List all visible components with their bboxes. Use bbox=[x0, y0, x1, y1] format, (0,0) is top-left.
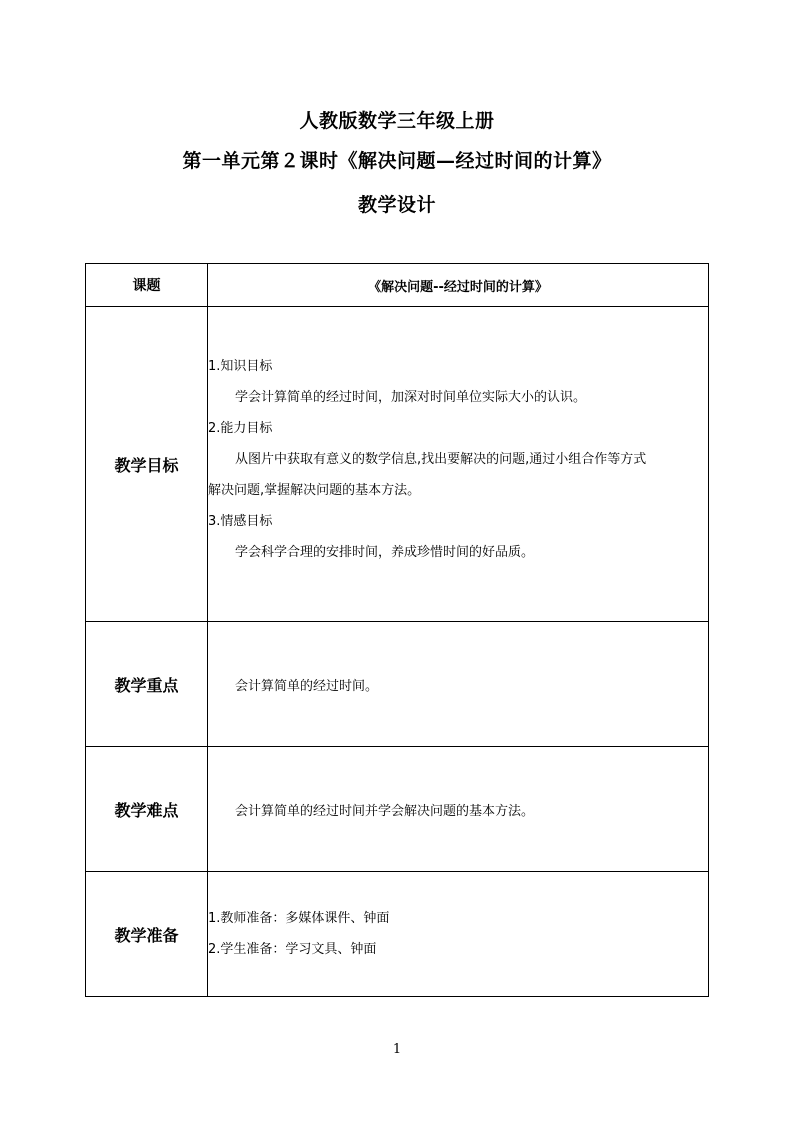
topic-label: 课题 bbox=[86, 264, 208, 307]
goal-line: 从图片中获取有意义的数学信息,找出要解决的问题,通过小组合作等方式 bbox=[235, 451, 647, 467]
preparation-label: 教学准备 bbox=[86, 872, 208, 997]
preparation-content bbox=[208, 872, 709, 997]
key-points-label: 教学重点 bbox=[86, 622, 208, 747]
key-points-content bbox=[208, 622, 709, 747]
preparation-line: 1.教师准备：多媒体课件、钟面 bbox=[208, 911, 390, 926]
lesson-heading: 第一单元第２课时《解决问题—经过时间的计算》 bbox=[182, 150, 612, 172]
table-row-key-points bbox=[86, 622, 709, 747]
table-row-difficulties bbox=[86, 747, 709, 872]
goal-line: 学会计算简单的经过时间，加深对时间单位实际大小的认识。 bbox=[235, 389, 587, 405]
table-row-preparation bbox=[86, 872, 709, 997]
table-row-topic bbox=[86, 264, 709, 307]
lesson-plan-table bbox=[85, 263, 709, 997]
goal-line: 3.情感目标 bbox=[208, 513, 273, 529]
table-row-goals bbox=[86, 307, 709, 622]
difficulties-label: 教学难点 bbox=[86, 747, 208, 872]
goal-line: 2.能力目标 bbox=[208, 420, 273, 436]
difficulties-content bbox=[208, 747, 709, 872]
document-subtitle: 教学设计 bbox=[357, 194, 436, 216]
goal-line: 解决问题,掌握解决问题的基本方法。 bbox=[208, 482, 421, 498]
topic-value: 《解决问题--经过时间的计算》 bbox=[208, 264, 709, 307]
goals-label: 教学目标 bbox=[86, 307, 208, 622]
page-number: 1 bbox=[392, 1042, 402, 1057]
difficulties-text: 会计算简单的经过时间并学会解决问题的基本方法。 bbox=[235, 803, 535, 819]
key-points-text: 会计算简单的经过时间。 bbox=[235, 678, 379, 694]
preparation-line: 2.学生准备：学习文具、钟面 bbox=[208, 942, 377, 957]
goal-line: 学会科学合理的安排时间，养成珍惜时间的好品质。 bbox=[235, 544, 535, 560]
goal-line: 1.知识目标 bbox=[208, 358, 273, 374]
goals-content bbox=[208, 307, 709, 622]
document-title: 人教版数学三年级上册 bbox=[299, 110, 495, 132]
